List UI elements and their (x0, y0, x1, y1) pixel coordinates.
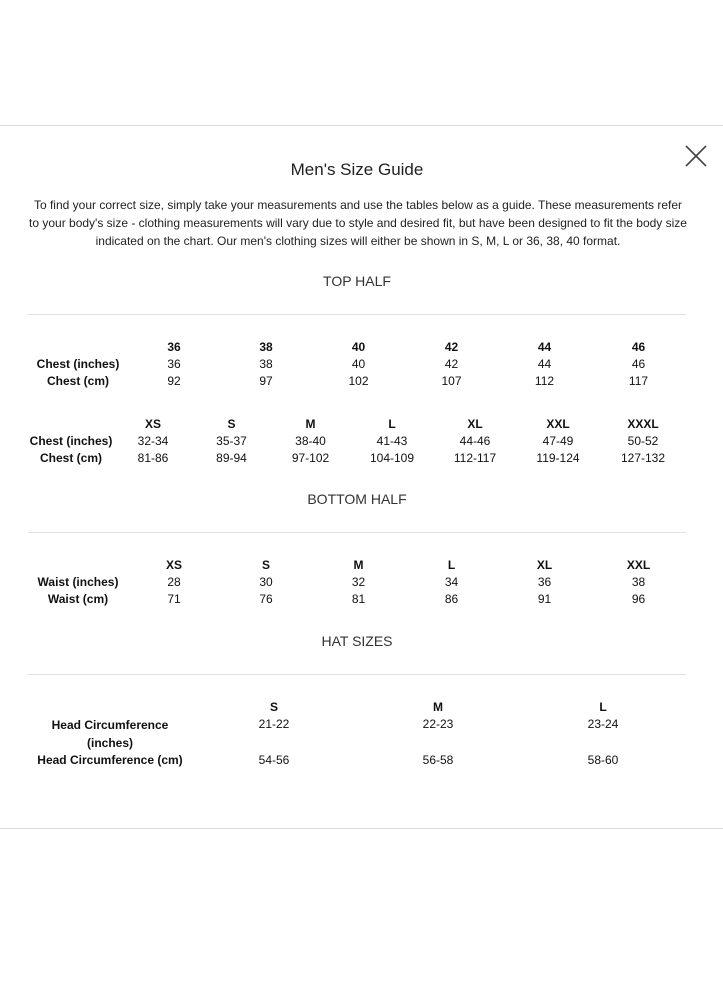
table-cell: 119-124 (536, 451, 580, 465)
section-title-bottom-half: BOTTOM HALF (307, 491, 407, 507)
size-header: L (599, 700, 607, 714)
table-row (28, 373, 686, 390)
size-header: 36 (167, 340, 181, 354)
row-label: Waist (cm) (47, 592, 109, 606)
table-cell: 112 (534, 374, 555, 388)
table-cell: 117 (628, 374, 649, 388)
table-cell: 56-58 (422, 753, 454, 767)
row-label: Chest (inches) (29, 434, 113, 448)
size-header: L (388, 417, 396, 431)
size-header: XL (467, 417, 483, 431)
size-header: S (269, 700, 278, 714)
table-row (28, 433, 686, 450)
table-cell: 30 (259, 575, 273, 589)
size-header: M (305, 417, 316, 431)
table-cell: 44 (537, 357, 552, 371)
table-cell: 40 (351, 357, 366, 371)
table-cell: 86 (444, 592, 459, 606)
size-header: S (227, 417, 236, 431)
table-cell: 28 (167, 575, 181, 589)
table-cell: 104-109 (369, 451, 415, 465)
table-header-row (28, 339, 686, 356)
size-header: XXL (546, 417, 570, 431)
table-corner-cell (28, 339, 128, 356)
table-cell: 21-22 (258, 717, 290, 731)
table-cell: 41-43 (376, 434, 408, 448)
section-divider (28, 314, 686, 315)
table-header-row (28, 416, 686, 433)
table-cell: 89-94 (216, 451, 247, 465)
table-cell: 32 (351, 575, 366, 589)
table-cell: 50-52 (627, 434, 659, 448)
table-cell: 46 (631, 357, 646, 371)
size-header: XXL (626, 558, 651, 572)
size-header: XXXL (627, 417, 659, 431)
table-header-row (28, 699, 686, 716)
section-divider (28, 674, 686, 675)
row-label: Chest (inches) (36, 357, 120, 371)
modal-title: Men's Size Guide (290, 160, 424, 179)
row-label: Chest (cm) (39, 451, 102, 465)
row-label: Head Circumference (inches) (51, 718, 169, 750)
table-row (28, 574, 686, 591)
table-cell: 71 (167, 592, 181, 606)
size-header: 42 (444, 340, 459, 354)
size-header: XL (536, 558, 553, 572)
table-row (28, 752, 686, 769)
table-cell: 107 (441, 374, 462, 388)
table-cell: 54-56 (258, 753, 290, 767)
intro-text: To find your correct size, simply take your measurements and use the tables below as a guide. These measurements refer to your body's size - clothing measurements will vary due to style and desired fit, but have been designed to fit the body size indicated on the chart. Our men's clothing sizes will either be shown in S, M, L or 36, 38, 40 format. (29, 198, 687, 248)
table-cell: 35-37 (216, 434, 247, 448)
table-corner-cell (28, 416, 114, 433)
hat-sizes-table (28, 699, 686, 769)
size-header: 46 (631, 340, 646, 354)
table-cell: 36 (537, 575, 552, 589)
table-cell: 76 (259, 592, 273, 606)
size-header: XS (144, 417, 161, 431)
modal-bottom-border (0, 828, 723, 829)
row-label: Head Circumference (cm) (37, 753, 183, 767)
table-cell: 81 (351, 592, 366, 606)
table-cell: 23-24 (587, 717, 619, 731)
table-cell: 81-86 (137, 451, 169, 465)
table-cell: 38 (631, 575, 646, 589)
table-cell: 58-60 (587, 753, 619, 767)
table-cell: 102 (348, 374, 369, 388)
top-half-numeric-table (28, 339, 686, 390)
table-corner-cell (28, 557, 128, 574)
top-half-letter-table (28, 416, 686, 467)
table-row (28, 450, 686, 467)
table-cell: 97 (259, 374, 273, 388)
table-cell: 42 (444, 357, 459, 371)
table-cell: 91 (537, 592, 552, 606)
size-header: 40 (351, 340, 366, 354)
table-row (28, 591, 686, 608)
section-divider (28, 532, 686, 533)
table-cell: 44-46 (459, 434, 491, 448)
size-header: M (353, 558, 364, 572)
size-header: L (447, 558, 456, 572)
table-cell: 32-34 (137, 434, 169, 448)
bottom-half-table (28, 557, 686, 608)
table-cell: 97-102 (291, 451, 330, 465)
table-cell: 96 (631, 592, 646, 606)
table-row (28, 356, 686, 373)
size-header: M (433, 700, 443, 714)
row-label: Waist (inches) (37, 575, 119, 589)
table-cell: 22-23 (422, 717, 454, 731)
size-header: 38 (259, 340, 273, 354)
table-row (28, 716, 686, 752)
table-header-row (28, 557, 686, 574)
table-cell: 112-117 (453, 451, 497, 465)
table-cell: 127-132 (620, 451, 666, 465)
size-header: XS (165, 558, 182, 572)
table-cell: 34 (444, 575, 459, 589)
table-cell: 47-49 (542, 434, 574, 448)
row-label: Chest (cm) (46, 374, 109, 388)
modal-top-border (0, 125, 723, 126)
table-cell: 36 (167, 357, 181, 371)
section-title-top-half: TOP HALF (323, 273, 391, 289)
section-title-hat-sizes: HAT SIZES (321, 633, 393, 649)
table-cell: 38 (259, 357, 273, 371)
size-header: 44 (537, 340, 552, 354)
table-cell: 92 (167, 374, 181, 388)
table-cell: 38-40 (295, 434, 326, 448)
table-corner-cell (28, 699, 192, 716)
size-header: S (261, 558, 270, 572)
